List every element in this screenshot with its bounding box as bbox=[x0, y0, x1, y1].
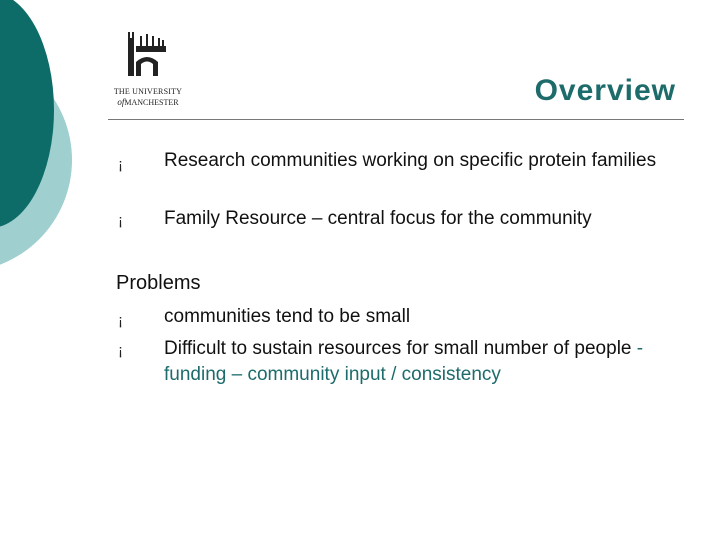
bullet-marker: ¡ bbox=[118, 342, 123, 359]
problem-item bbox=[164, 336, 664, 388]
bullet-marker: ¡ bbox=[118, 156, 123, 173]
university-logo bbox=[106, 30, 196, 120]
bullet-item: Family Resource – central focus for the community bbox=[164, 208, 592, 229]
problem-item-main: Difficult to sustain resources for small number of people bbox=[164, 338, 637, 359]
decorative-circles-svg bbox=[0, 0, 120, 300]
decorative-circles bbox=[0, 0, 120, 300]
problems-heading: Problems bbox=[116, 272, 201, 294]
logo-name: MANCHESTER bbox=[124, 98, 179, 107]
problem-item-accent: - funding – community input / consistency bbox=[164, 338, 644, 385]
problem-item: communities tend to be small bbox=[164, 306, 411, 327]
logo-line1: THE UNIVERSITY bbox=[113, 87, 183, 96]
bullet-marker: ¡ bbox=[118, 212, 123, 229]
title-divider bbox=[108, 119, 684, 120]
bullet-item: Research communities working on specific protein families bbox=[164, 150, 657, 171]
logo-of: of bbox=[117, 97, 125, 107]
university-crest-icon bbox=[120, 30, 176, 86]
slide-title: Overview bbox=[534, 74, 676, 107]
logo-line2 bbox=[106, 97, 190, 108]
university-logo-text bbox=[106, 86, 190, 108]
bullet-marker: ¡ bbox=[118, 312, 123, 329]
